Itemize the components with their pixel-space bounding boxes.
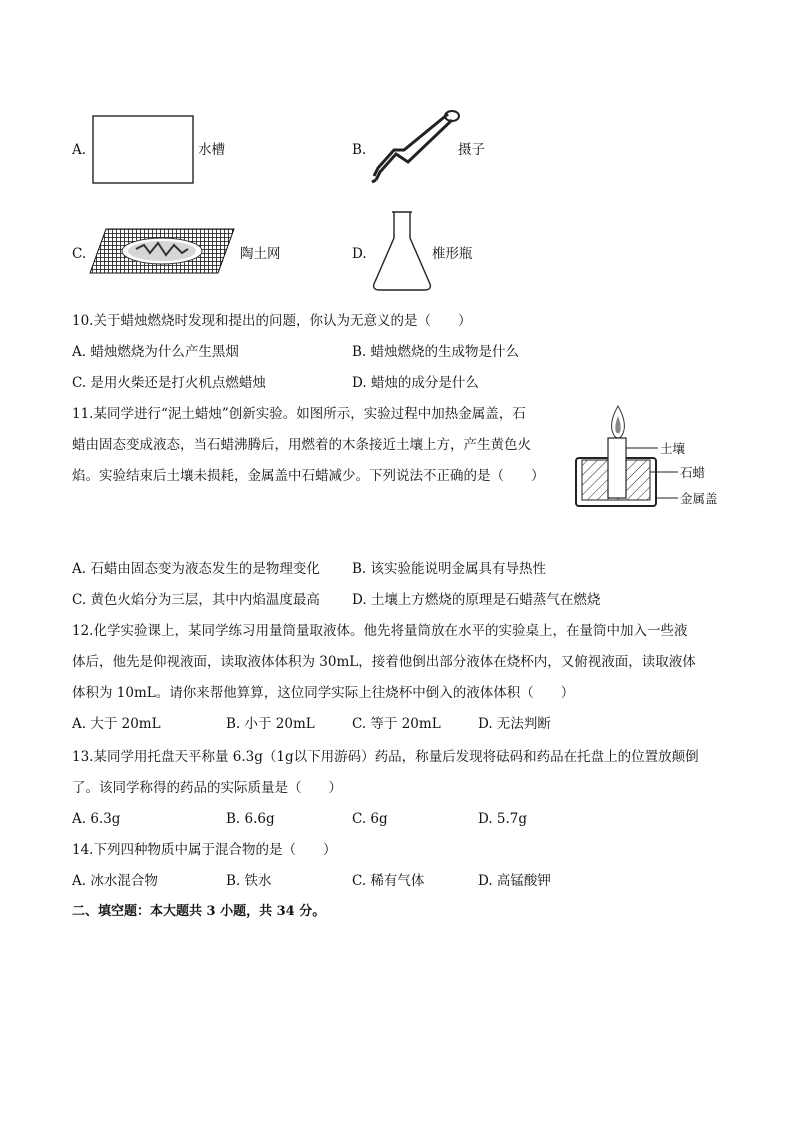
option-d: D. 5.7g xyxy=(478,811,528,827)
question-stem-line: 焰。实验结束后土壤未损耗，金属盖中石蜡减少。下列说法不正确的是（ ） xyxy=(72,468,545,484)
figure-label-wax: 石蜡 xyxy=(680,465,706,480)
option-b: B. 小于 20mL xyxy=(226,716,315,732)
tweezers-figure xyxy=(368,106,460,188)
option-c: C. 6g xyxy=(352,811,388,827)
option-a: A. 石蜡由固态变为液态发生的是物理变化 xyxy=(72,561,320,577)
option-label: 水槽 xyxy=(198,142,225,158)
option-d: D. 蜡烛的成分是什么 xyxy=(352,375,479,391)
option-a: A. 蜡烛燃烧为什么产生黑烟 xyxy=(72,344,239,360)
option-letter: A. xyxy=(72,142,87,158)
question-stem-line: 体积为 10mL。请你来帮他算算，这位同学实际上往烧杯中倒入的液体体积（ ） xyxy=(72,685,575,701)
option-label: 陶土网 xyxy=(240,246,281,262)
option-d: D. 高锰酸钾 xyxy=(478,873,551,889)
option-c: C. 是用火柴还是打火机点燃蜡烛 xyxy=(72,375,266,391)
option-b: B. 蜡烛燃烧的生成物是什么 xyxy=(352,344,520,360)
question-stem-line: 11.某同学进行“泥土蜡烛”创新实验。如图所示，实验过程中加热金属盖，石 xyxy=(72,406,526,422)
figure-label-soil: 土壤 xyxy=(660,441,686,456)
section-heading: 二、填空题：本大题共 3 小题，共 34 分。 xyxy=(72,904,326,919)
option-c: C. 黄色火焰分为三层，其中内焰温度最高 xyxy=(72,592,320,608)
question-stem-line: 13.某同学用托盘天平称量 6.3g（1g以下用游码）药品，称量后发现将砝码和药品在托盘上的位置放颠倒 xyxy=(72,749,699,765)
ceramic-gauze-figure xyxy=(88,225,238,277)
option-c: C. 稀有气体 xyxy=(352,873,425,889)
option-c: C. 等于 20mL xyxy=(352,716,441,732)
question-stem-line: 12.化学实验课上，某同学练习用量筒量取液体。他先将量筒放在水平的实验桌上，在量筒中加入一些液 xyxy=(72,623,688,639)
option-letter: B. xyxy=(352,142,367,158)
figure-label-lid: 金属盖 xyxy=(680,491,718,506)
option-letter: D. xyxy=(352,246,367,262)
option-b: B. 6.6g xyxy=(226,811,275,827)
option-label: 摄子 xyxy=(458,142,485,158)
option-a: A. 冰水混合物 xyxy=(72,873,158,889)
option-a: A. 6.3g xyxy=(72,811,121,827)
option-d: D. 无法判断 xyxy=(478,716,551,732)
question-stem: 10.关于蜡烛燃烧时发现和提出的问题，你认为无意义的是（ ） xyxy=(72,313,472,329)
option-b: B. 该实验能说明金属具有导热性 xyxy=(352,561,547,577)
option-letter: C. xyxy=(72,246,87,262)
question-stem-line: 了。该同学称得的药品的实际质量是（ ） xyxy=(72,780,342,796)
option-a: A. 大于 20mL xyxy=(72,716,161,732)
question-stem-line: 蜡由固态变成液态，当石蜡沸腾后，用燃着的木条接近土壤上方，产生黄色火 xyxy=(72,437,531,453)
question-stem: 14.下列四种物质中属于混合物的是（ ） xyxy=(72,842,337,858)
option-label: 椎形瓶 xyxy=(432,246,473,262)
question-stem-line: 体后，他先是仰视液面，读取液体体积为 30mL，接着他倒出部分液体在烧杯内，又俯视液面，读取液体 xyxy=(72,654,696,670)
conical-flask-figure xyxy=(370,208,434,294)
option-b: B. 铁水 xyxy=(226,873,272,889)
option-d: D. 土壤上方燃烧的原理是石蜡蒸气在燃烧 xyxy=(352,592,601,608)
water-tank-figure xyxy=(92,115,194,185)
